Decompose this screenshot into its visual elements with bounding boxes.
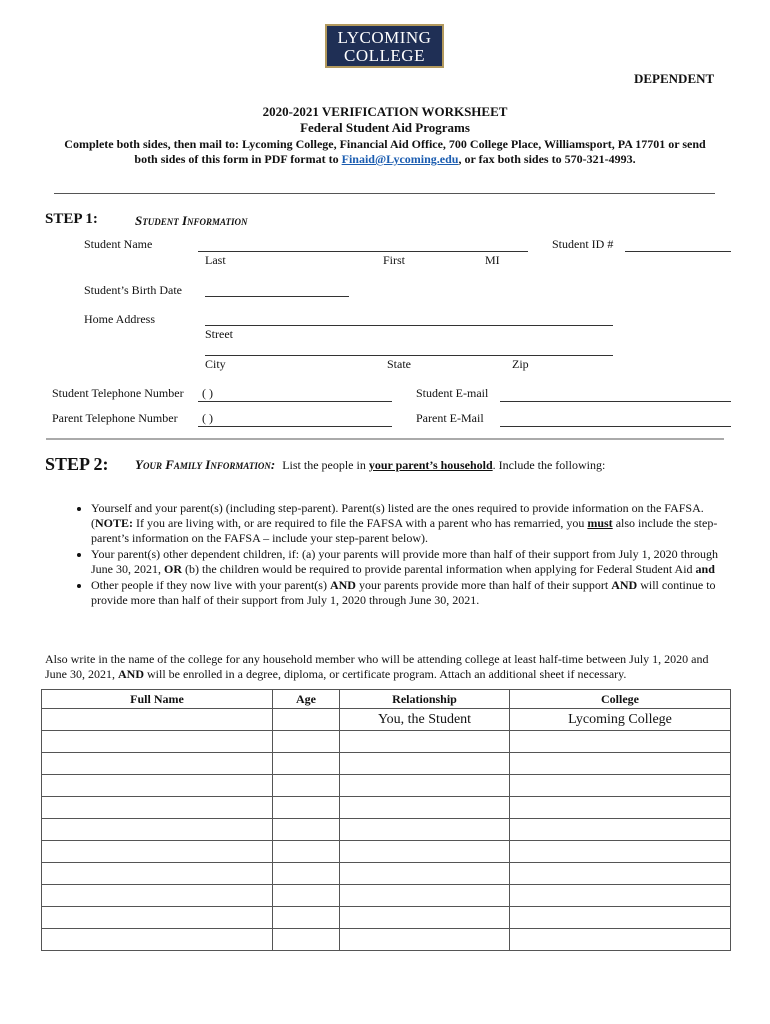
b1-text-a: Yourself and your parent(s) (including step-parent). Parent(s) listed are the ones required to provide information on the FAFSA. ( <box>91 501 704 530</box>
cell-age[interactable] <box>273 841 340 863</box>
cell-name[interactable] <box>42 797 273 819</box>
table-row <box>42 797 731 819</box>
instructions-line-1: Complete both sides, then mail to: Lycoming College, Financial Aid Office, 700 College Place, Williamsport, PA 17701 or send <box>64 137 706 151</box>
instructions-pre: both sides of this form in PDF format to <box>134 152 342 166</box>
header-college: College <box>510 690 731 709</box>
cell-relationship[interactable]: You, the Student <box>340 709 510 731</box>
cell-name[interactable] <box>42 731 273 753</box>
cell-age[interactable] <box>273 863 340 885</box>
b1-text-b: If you are living with, or are required to file the FAFSA with a parent who has remarried, you <box>133 516 588 530</box>
table-row <box>42 753 731 775</box>
cell-name[interactable] <box>42 929 273 951</box>
dependent-status: DEPENDENT <box>634 71 715 86</box>
table-row <box>42 731 731 753</box>
college-note-a: Also write in the name of the college for any household member who will be attending college at least half-time between July 1, 2020 and June 30, 2021, <box>45 652 709 681</box>
first-name-caption: First <box>383 253 406 267</box>
cell-name[interactable] <box>42 753 273 775</box>
b2-text-a: Your parent(s) other dependent children, if: (a) your parents will provide more than half of their support from July 1, 2020 through June 30, 2021, <box>91 547 718 576</box>
instructions-line-2 <box>0 152 770 167</box>
b1-note: NOTE: <box>95 516 134 530</box>
birth-date-label: Student’s Birth Date <box>84 283 182 297</box>
bullet-yourself <box>91 501 725 546</box>
student-phone-label: Student Telephone Number <box>52 386 184 400</box>
table-row <box>42 885 731 907</box>
cell-name[interactable] <box>42 819 273 841</box>
parent-phone-label: Parent Telephone Number <box>52 411 178 425</box>
cell-college[interactable] <box>510 753 731 775</box>
city-caption: City <box>205 357 226 371</box>
state-caption: State <box>387 357 411 371</box>
step-divider <box>46 438 724 440</box>
cell-name[interactable] <box>42 841 273 863</box>
cell-relationship[interactable] <box>340 731 510 753</box>
street-caption: Street <box>205 327 233 341</box>
cell-age[interactable] <box>273 709 340 731</box>
form-subtitle: Federal Student Aid Programs <box>300 120 470 135</box>
student-email-field[interactable] <box>500 401 731 402</box>
b2-text-b: (b) the children would be required to provide parental information when applying for Federal Student Aid <box>182 562 696 576</box>
zip-caption: Zip <box>512 357 529 371</box>
header-age: Age <box>273 690 340 709</box>
b3-and-2: AND <box>611 578 638 592</box>
table-row <box>42 709 731 731</box>
city-state-zip-field[interactable] <box>205 355 613 356</box>
cell-relationship[interactable] <box>340 797 510 819</box>
table-row <box>42 841 731 863</box>
cell-relationship[interactable] <box>340 863 510 885</box>
parent-email-label: Parent E-Mail <box>416 411 484 425</box>
cell-age[interactable] <box>273 753 340 775</box>
header-divider <box>54 193 715 194</box>
student-id-field[interactable] <box>625 251 731 252</box>
table-row <box>42 775 731 797</box>
table-body <box>42 709 731 951</box>
cell-name[interactable] <box>42 863 273 885</box>
cell-age[interactable] <box>273 885 340 907</box>
cell-name[interactable] <box>42 907 273 929</box>
parent-phone-paren: ( ) <box>202 411 213 425</box>
logo-line-1: LYCOMING <box>337 28 432 47</box>
cell-college[interactable]: Lycoming College <box>510 709 731 731</box>
step2-label: STEP 2: <box>45 454 109 474</box>
cell-college[interactable] <box>510 885 731 907</box>
birth-date-field[interactable] <box>205 296 349 297</box>
cell-college[interactable] <box>510 819 731 841</box>
last-name-caption: Last <box>205 253 226 267</box>
mi-caption: MI <box>485 253 500 267</box>
bullet-children <box>91 547 725 577</box>
college-logo <box>325 24 444 68</box>
cell-age[interactable] <box>273 731 340 753</box>
step2-intro-pre: List the people in <box>282 458 369 472</box>
cell-age[interactable] <box>273 775 340 797</box>
b3-and-1: AND <box>329 578 356 592</box>
cell-relationship[interactable] <box>340 929 510 951</box>
b1-must: must <box>587 516 613 530</box>
household-table <box>41 689 731 951</box>
college-note-b: will be enrolled in a degree, diploma, or certificate program. Attach an additional sheet if necessary. <box>144 667 627 681</box>
header-relationship: Relationship <box>340 690 510 709</box>
cell-age[interactable] <box>273 797 340 819</box>
home-address-label: Home Address <box>84 312 155 326</box>
cell-relationship[interactable] <box>340 753 510 775</box>
step2-intro-post: . Include the following: <box>492 458 606 472</box>
cell-college[interactable] <box>510 731 731 753</box>
instructions-post: , or fax both sides to 570-321-4993. <box>458 152 636 166</box>
student-phone-paren: ( ) <box>202 386 213 400</box>
cell-name[interactable] <box>42 709 273 731</box>
step2-title: Your Family Information: <box>135 457 276 472</box>
household-bullets <box>45 501 725 609</box>
cell-relationship[interactable] <box>340 775 510 797</box>
cell-relationship[interactable] <box>340 841 510 863</box>
b1-text-c: also include the step-parent’s information on the FAFSA – include your step-parent below). <box>91 516 718 545</box>
b3-text-c: will continue to provide more than half of their support from July 1, 2020 through June 30, 2021. <box>91 578 716 607</box>
parent-phone-field[interactable] <box>198 426 392 427</box>
college-note-and: AND <box>118 667 144 681</box>
step1-title: Student Information <box>135 213 248 228</box>
cell-age[interactable] <box>273 929 340 951</box>
street-field[interactable] <box>205 325 613 326</box>
finaid-email-link[interactable]: Finaid@Lycoming.edu <box>341 152 459 166</box>
student-name-field[interactable] <box>198 251 528 252</box>
parent-email-field[interactable] <box>500 426 731 427</box>
student-phone-field[interactable] <box>198 401 392 402</box>
cell-college[interactable] <box>510 863 731 885</box>
cell-college[interactable] <box>510 907 731 929</box>
step2-heading <box>135 457 605 473</box>
cell-age[interactable] <box>273 819 340 841</box>
cell-name[interactable] <box>42 775 273 797</box>
header-full-name: Full Name <box>42 690 273 709</box>
table-row <box>42 907 731 929</box>
step2-intro-household: your parent’s household <box>368 458 493 472</box>
cell-relationship[interactable] <box>340 819 510 841</box>
college-note <box>45 652 727 682</box>
cell-college[interactable] <box>510 797 731 819</box>
b2-and: and <box>695 562 715 576</box>
b2-or: OR <box>164 562 182 576</box>
cell-age[interactable] <box>273 907 340 929</box>
student-id-label: Student ID # <box>552 237 614 251</box>
cell-college[interactable] <box>510 929 731 951</box>
step1-label: STEP 1: <box>45 211 98 227</box>
bullet-other-people <box>91 578 725 608</box>
logo-line-2: COLLEGE <box>344 46 425 65</box>
table-row <box>42 819 731 841</box>
table-row <box>42 929 731 951</box>
b3-text-b: your parents provide more than half of their support <box>355 578 612 592</box>
table-row <box>42 863 731 885</box>
b3-text-a: Other people if they now live with your parent(s) <box>91 578 330 592</box>
cell-relationship[interactable] <box>340 885 510 907</box>
cell-college[interactable] <box>510 775 731 797</box>
cell-relationship[interactable] <box>340 907 510 929</box>
table-header-row <box>42 690 731 709</box>
student-name-label: Student Name <box>84 237 153 251</box>
cell-name[interactable] <box>42 885 273 907</box>
form-title: 2020-2021 VERIFICATION WORKSHEET <box>262 104 508 119</box>
student-email-label: Student E-mail <box>416 386 489 400</box>
cell-college[interactable] <box>510 841 731 863</box>
